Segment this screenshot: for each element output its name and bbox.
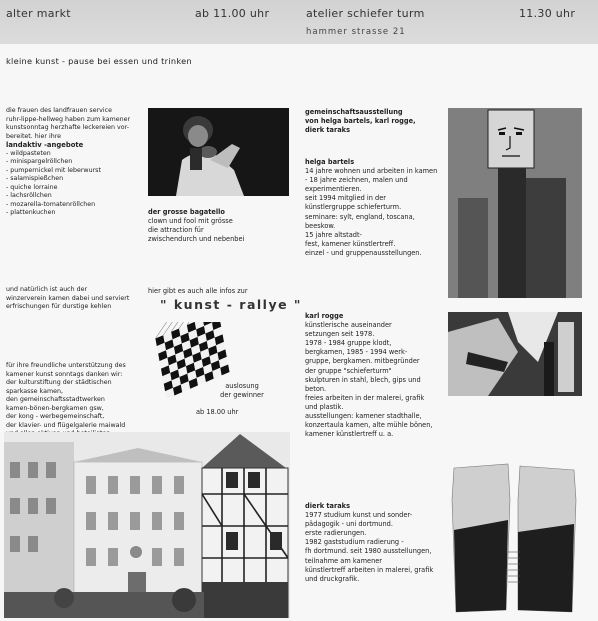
bio-line: beeskow. <box>305 221 336 230</box>
header-band <box>0 0 598 44</box>
bio-line: gruppe, bergkamen. mitbegründer <box>305 357 420 366</box>
sponsor-line: der kulturstiftung der städtischen <box>6 379 112 386</box>
bio-line: pädagogik - uni dortmund. <box>305 520 393 529</box>
bio-line: setzungen seit 1978. <box>305 330 375 339</box>
performer-desc-line: zwischendurch und nebenbei <box>148 235 245 244</box>
draw-info <box>212 382 272 400</box>
performer-title: der grosse bagatello <box>148 208 225 216</box>
menu-item: - lachsröllchen <box>6 192 52 199</box>
artist-name: dierk taraks <box>305 502 350 510</box>
header-right-place: atelier schiefer turm <box>306 7 425 20</box>
exhibition-heading-line: von helga bartels, karl rogge, <box>305 117 416 126</box>
bio-line: experimentieren. <box>305 185 362 194</box>
sponsor-line: kamen-bönen-bergkamen gsw, <box>6 404 104 412</box>
town-buildings-image <box>4 432 290 618</box>
bio-line: künstlergruppe schieferturm. <box>305 203 402 212</box>
performer-desc-line: clown und fool mit grösse <box>148 217 233 226</box>
menu-item: - pumpernickel mit leberwurst <box>6 166 101 174</box>
bio-line: fest, kamener künstlertreff. <box>305 239 396 248</box>
clown-photo <box>148 108 289 196</box>
header-left-place: alter markt <box>6 7 71 20</box>
menu-item: - salamispießchen <box>6 175 64 182</box>
bio-line: und druckgrafik. <box>305 574 360 583</box>
menu-heading: landaktiv -angebote <box>6 141 84 149</box>
clown-illustration <box>148 108 289 196</box>
sponsor-line: der klavier- und flügelgalerie maiwald <box>6 421 126 429</box>
bio-line: freies arbeiten in der malerei, grafik <box>305 393 425 402</box>
catering-intro-line: die frauen des landfrauen service <box>6 107 112 114</box>
draw-time: ab 18.00 uhr <box>196 408 239 416</box>
sponsor-line: sparkasse kamen, <box>6 387 63 395</box>
header-address: hammer strasse 21 <box>306 27 406 37</box>
bio-line: - 18 jahre zeichnen, malen und <box>305 176 408 185</box>
artwork-face-painting <box>448 108 582 298</box>
bio-line: 15 jahre altstadt- <box>305 230 362 239</box>
rallye-intro: hier gibt es auch alle infos zur <box>148 287 248 295</box>
bio-line: 14 jahre wohnen und arbeiten in kamen <box>305 167 438 176</box>
bio-line: fh dortmund. seit 1980 ausstellungen, <box>305 547 432 556</box>
bio-line: 1978 - 1984 gruppe klodt, <box>305 339 392 348</box>
artist-bio-dierk <box>305 502 445 584</box>
artist-name: helga bartels <box>305 158 355 166</box>
bio-line: und plastik. <box>305 402 344 411</box>
bio-line: beton. <box>305 384 327 393</box>
draw-line: der gewinner <box>220 391 264 400</box>
exhibition-heading-line: dierk taraks <box>305 126 350 135</box>
artist-name: karl rogge <box>305 312 344 320</box>
bio-line: künstlertreff arbeiten in malerei, grafik <box>305 565 434 574</box>
catering-intro-line: bereitet. hier ihre <box>6 132 62 140</box>
artist-bio-karl <box>305 312 445 439</box>
performer-desc-line: die attraction für <box>148 226 204 235</box>
bio-line: skulpturen in stahl, blech, gips und <box>305 375 421 384</box>
page-subtitle: kleine kunst - pause bei essen und trinken <box>6 56 192 66</box>
bio-line: künstlerische auseinander <box>305 321 392 330</box>
catering-intro-line: ruhr-lippe-hellweg haben zum kamener <box>6 115 131 123</box>
bio-line: bergkamen, 1985 - 1994 werk- <box>305 348 408 357</box>
draw-line: auslosung <box>225 382 259 390</box>
winzer-line: erfrischungen für durstige kehlen <box>6 303 112 310</box>
sponsor-line: der kong - werbegemeinschaft, <box>6 413 105 420</box>
menu-item: - plattenkuchen <box>6 209 56 216</box>
header-left-time: ab 11.00 uhr <box>195 7 270 20</box>
menu-item: - wildpasteten <box>6 149 51 157</box>
exhibition-heading <box>305 108 416 135</box>
bio-line: seminare: sylt, england, toscana, <box>305 212 415 221</box>
sponsor-line: kamener kunst sonntags danken wir: <box>6 370 123 378</box>
exhibition-heading-line: gemeinschaftsausstellung <box>305 108 403 116</box>
sponsor-line: für ihre freundliche unterstützung des <box>6 362 126 369</box>
bio-line: 1982 gaststudium radierung - <box>305 538 404 547</box>
catering-block <box>6 107 146 218</box>
sponsor-line: den gemeinschaftsstadtwerken <box>6 396 105 403</box>
bio-line: der gruppe "schieferturm" <box>305 366 392 375</box>
bio-line: einzel - und gruppenausstellungen. <box>305 248 422 257</box>
menu-item: - minispargelröllchen <box>6 158 73 165</box>
winzer-line: winzerverein kamen dabei und serviert <box>6 294 130 302</box>
bio-line: teilnahme am kamener <box>305 556 383 565</box>
menu-item: - quiche lorraine <box>6 183 58 191</box>
bio-line: 1977 studium kunst und sonder- <box>305 511 413 520</box>
bio-line: konzertaula kamen, alte mühle bönen, <box>305 421 433 430</box>
rallye-title: " kunst - rallye " <box>160 297 302 312</box>
winzer-block <box>6 286 146 312</box>
bio-line: ausstellungen: kamener stadthalle, <box>305 412 422 421</box>
performer-info <box>148 208 244 244</box>
header-right-time: 11.30 uhr <box>519 7 576 20</box>
bio-line: erste radierungen. <box>305 529 367 538</box>
bio-line: seit 1994 mitglied in der <box>305 194 386 203</box>
sponsors-block <box>6 362 146 439</box>
artist-bio-helga <box>305 158 445 258</box>
artwork-abstract-painting <box>448 312 582 396</box>
bio-line: kamener künstlertreff u. a. <box>305 430 394 439</box>
catering-intro-line: kunstsonntag herzhafte leckereien vor- <box>6 124 130 131</box>
winzer-line: und natürlich ist auch der <box>6 286 88 293</box>
artwork-etching <box>448 460 582 616</box>
menu-item: - mozarella-tomatenröllchen <box>6 200 96 208</box>
